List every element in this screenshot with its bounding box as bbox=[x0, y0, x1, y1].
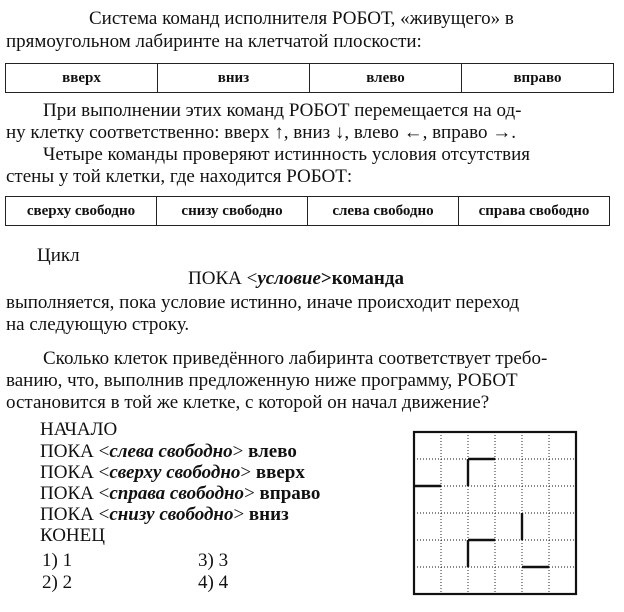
program-line bbox=[40, 504, 289, 525]
loop-syntax-suffix: >команда bbox=[320, 268, 404, 289]
question-line-3: остановится в той же клетке, с которой он начал движение? bbox=[6, 392, 490, 413]
program-line-command: влево bbox=[248, 441, 297, 462]
move-desc-line-4: стены у той клетки, где находится РОБОТ: bbox=[6, 166, 353, 187]
program-line-suffix: > bbox=[240, 462, 256, 483]
program-line-condition: справа свободно bbox=[109, 483, 245, 504]
program-line-condition: снизу свободно bbox=[109, 504, 234, 525]
answer-option-3: 3) 3 bbox=[198, 550, 229, 571]
intro-line-1: Система команд исполнителя РОБОТ, «живущего» в bbox=[89, 8, 514, 29]
check-command-cell: снизу свободно bbox=[157, 197, 308, 226]
program-line bbox=[40, 483, 320, 504]
answer-option-2: 2) 2 bbox=[42, 572, 73, 593]
program-line-command: вниз bbox=[248, 504, 289, 525]
intro-line-2: прямоугольном лабиринте на клетчатой плоскости: bbox=[6, 31, 422, 52]
program-line-command: вверх bbox=[255, 462, 305, 483]
program-line-command: вправо bbox=[259, 483, 321, 504]
answer-option-1: 1) 1 bbox=[42, 550, 73, 571]
loop-syntax-prefix: ПОКА < bbox=[188, 268, 258, 289]
move-command-cell: вправо bbox=[462, 64, 614, 93]
check-command-cell: сверху свободно bbox=[6, 197, 157, 226]
program-begin: НАЧАЛО bbox=[40, 419, 118, 440]
program-line-prefix: ПОКА < bbox=[40, 462, 110, 483]
move-commands-table bbox=[5, 63, 614, 93]
program-line-prefix: ПОКА < bbox=[40, 483, 110, 504]
maze-grid bbox=[412, 430, 578, 596]
loop-syntax-condition: условие bbox=[257, 268, 321, 289]
loop-desc-1: выполняется, пока условие истинно, иначе происходит переход bbox=[6, 292, 520, 313]
move-desc-line-2: ну клетку соответственно: вверх ↑, вниз ↓, влево ←, вправо →. bbox=[6, 122, 517, 143]
program-line-prefix: ПОКА < bbox=[40, 504, 110, 525]
program-end: КОНЕЦ bbox=[40, 525, 105, 546]
program-line-suffix: > bbox=[232, 441, 249, 462]
answer-option-4: 4) 4 bbox=[198, 572, 229, 593]
program-line-condition: сверху свободно bbox=[109, 462, 241, 483]
program-line-condition: слева свободно bbox=[109, 441, 233, 462]
question-line-1: Сколько клеток приведённого лабиринта соответствует требо- bbox=[43, 348, 548, 369]
program-line-prefix: ПОКА < bbox=[40, 441, 110, 462]
program-line bbox=[40, 462, 305, 483]
move-desc-line-1: При выполнении этих команд РОБОТ перемещается на од- bbox=[43, 100, 522, 121]
loop-desc-2: на следующую строку. bbox=[6, 314, 190, 335]
move-command-cell: вниз bbox=[158, 64, 310, 93]
loop-title: Цикл bbox=[37, 245, 80, 266]
move-desc-line-3: Четыре команды проверяют истинность условия отсутствия bbox=[43, 144, 531, 165]
check-commands-table bbox=[5, 196, 610, 226]
program-line bbox=[40, 441, 297, 462]
loop-syntax bbox=[188, 268, 404, 290]
check-command-cell: слева свободно bbox=[308, 197, 459, 226]
program-line-suffix: > bbox=[233, 504, 249, 525]
question-line-2: ванию, что, выполнив предложенную ниже программу, РОБОТ bbox=[6, 370, 518, 391]
check-command-cell: справа свободно bbox=[459, 197, 610, 226]
move-command-cell: влево bbox=[310, 64, 462, 93]
program-line-suffix: > bbox=[244, 483, 260, 504]
move-command-cell: вверх bbox=[6, 64, 158, 93]
